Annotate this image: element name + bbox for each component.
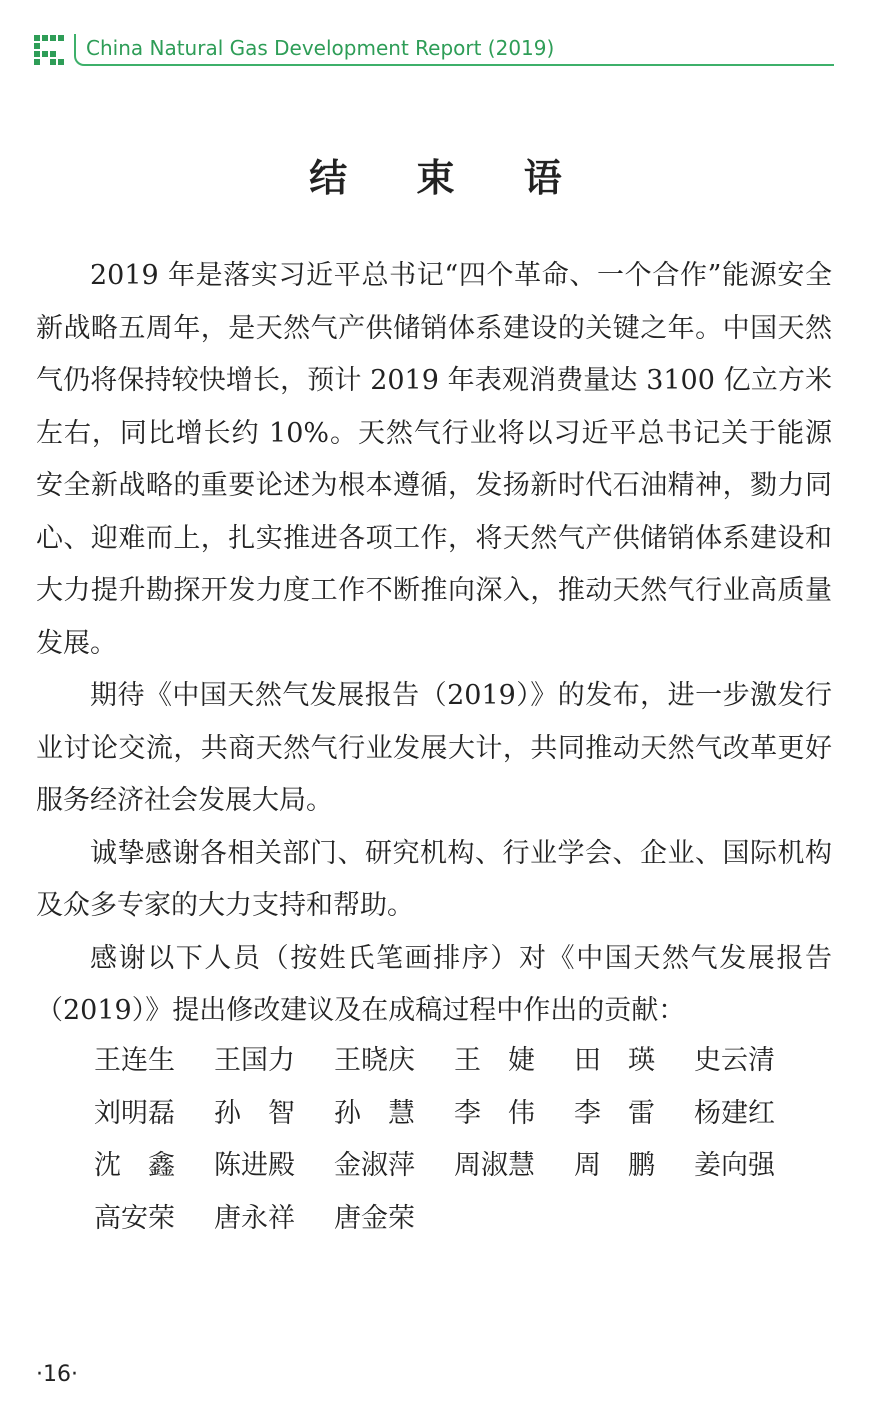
contributor-name: 王国力 xyxy=(214,1045,295,1076)
page-title: 结 束 语 xyxy=(309,156,590,200)
name-row xyxy=(94,1140,814,1193)
contributor-name: 高安荣 xyxy=(94,1202,175,1234)
contributor-name: 姜向强 xyxy=(694,1150,775,1181)
contributor-name: 王晓庆 xyxy=(334,1045,415,1076)
page-number: ·16· xyxy=(36,1362,78,1387)
contributor-name: 史云清 xyxy=(694,1045,775,1076)
contributor-name: 李 伟 xyxy=(454,1097,535,1129)
contributor-name: 周淑慧 xyxy=(454,1150,535,1181)
paragraph: 诚挚感谢各相关部门、研究机构、行业学会、企业、国际机构及众多专家的大力支持和帮助。 xyxy=(36,837,832,921)
paragraph: 感谢以下人员（按姓氏笔画排序）对《中国天然气发展报告（2019）》提出修改建议及在成稿过程中作出的贡献： xyxy=(36,942,832,1026)
contributor-name: 唐永祥 xyxy=(214,1202,295,1234)
contributor-names xyxy=(94,1035,814,1245)
contributor-name: 刘明磊 xyxy=(94,1097,175,1129)
paragraph: 期待《中国天然气发展报告（2019）》的发布，进一步激发行业讨论交流，共商天然气行业发展大计，共同推动天然气改革更好服务经济社会发展大局。 xyxy=(36,680,832,816)
header-title: China Natural Gas Development Report (2019) xyxy=(74,34,834,66)
contributor-name: 李 雷 xyxy=(574,1097,655,1129)
body-text xyxy=(36,250,832,1038)
contributor-name: 王连生 xyxy=(94,1045,175,1076)
contributor-name: 金淑萍 xyxy=(334,1150,415,1181)
name-row xyxy=(94,1193,814,1246)
name-row xyxy=(94,1035,814,1088)
contributor-name: 陈进殿 xyxy=(214,1150,295,1181)
running-header xyxy=(34,32,834,64)
contributor-name: 孙 智 xyxy=(214,1097,295,1129)
contributor-name: 唐金荣 xyxy=(334,1202,415,1234)
contributor-name: 沈 鑫 xyxy=(94,1150,175,1181)
paragraph: 2019 年是落实习近平总书记“四个革命、一个合作”能源安全新战略五周年，是天然气产供储销体系建设的关键之年。中国天然气仍将保持较快增长，预计 2019 年表观消费量达 3100 亿立方米左右，同比增长约 10%。天然气行业将以习近平总书记关于能源安全新战略的重要论述为根本遵循，发扬新时代石油精神，勠力同心、迎难而上，扎实推进各项工作，将天然气产供储销体系建设和大力提升勘探开发力度工作不断推向深入，推动天然气行业高质量发展。 xyxy=(36,260,832,659)
contributor-name: 杨建红 xyxy=(694,1097,775,1129)
contributor-name: 周 鹏 xyxy=(574,1150,655,1181)
contributor-name: 王 婕 xyxy=(454,1045,535,1076)
report-logo-icon xyxy=(34,35,64,65)
contributor-name: 孙 慧 xyxy=(334,1097,415,1129)
contributor-name: 田 瑛 xyxy=(574,1045,655,1076)
name-row xyxy=(94,1088,814,1141)
